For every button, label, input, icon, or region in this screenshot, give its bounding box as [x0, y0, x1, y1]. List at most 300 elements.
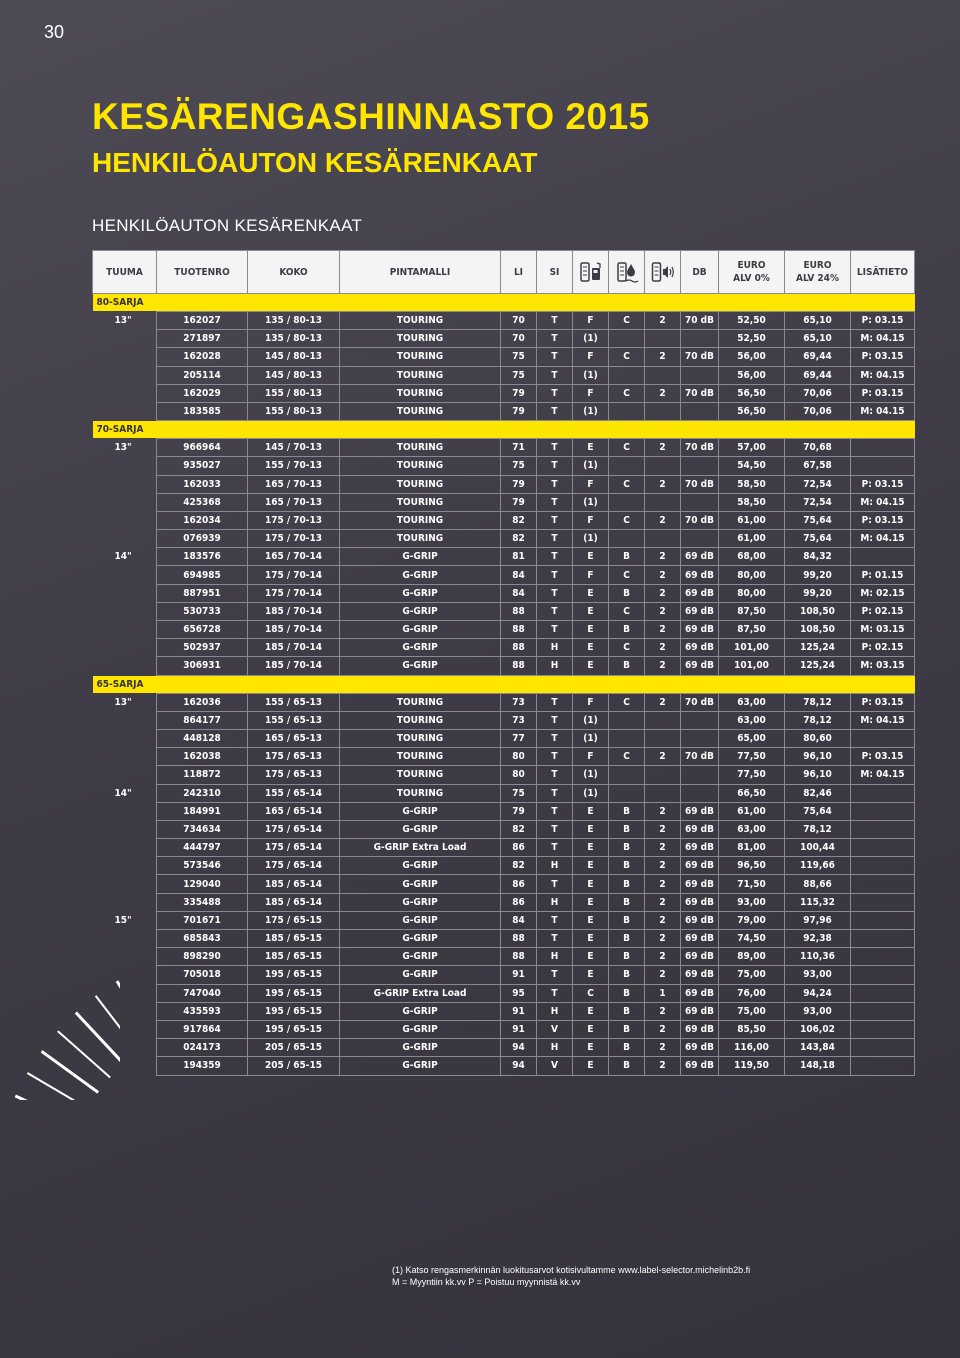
cell-fuel: E	[573, 548, 609, 566]
table-row	[93, 766, 915, 784]
cell-lisatieto	[851, 966, 915, 984]
cell-tuotenro: 162029	[157, 384, 248, 402]
cell-lisatieto	[851, 893, 915, 911]
table-row	[93, 639, 915, 657]
footnote-line-1: (1) Katso rengasmerkinnän luokitusarvot kotisivultamme www.label-selector.michelinb2b.fi	[392, 1265, 751, 1275]
cell-noise	[645, 457, 681, 475]
cell-db: 69 dB	[681, 657, 719, 675]
cell-fuel: E	[573, 930, 609, 948]
cell-fuel: (1)	[573, 729, 609, 747]
cell-li: 81	[501, 548, 537, 566]
cell-noise: 2	[645, 312, 681, 330]
cell-noise	[645, 711, 681, 729]
cell-tuotenro: 129040	[157, 875, 248, 893]
cell-li: 79	[501, 402, 537, 420]
cell-lisatieto	[851, 820, 915, 838]
cell-lisatieto	[851, 948, 915, 966]
cell-koko: 195 / 65-15	[248, 984, 340, 1002]
series-header-row	[93, 675, 915, 693]
cell-wet	[609, 366, 645, 384]
header-label: LI	[513, 266, 524, 278]
cell-koko: 155 / 65-13	[248, 711, 340, 729]
table-row	[93, 911, 915, 929]
rim-size-cell	[93, 1057, 157, 1075]
cell-fuel: E	[573, 857, 609, 875]
cell-db: 70 dB	[681, 384, 719, 402]
cell-lisatieto	[851, 439, 915, 457]
cell-euro24: 75,64	[785, 511, 851, 529]
cell-koko: 175 / 65-14	[248, 820, 340, 838]
cell-noise: 1	[645, 984, 681, 1002]
cell-koko: 165 / 65-13	[248, 729, 340, 747]
table-row	[93, 930, 915, 948]
cell-si: T	[537, 693, 573, 711]
cell-koko: 135 / 80-13	[248, 312, 340, 330]
cell-euro0: 87,50	[719, 621, 785, 639]
cell-koko: 175 / 65-14	[248, 857, 340, 875]
cell-wet: C	[609, 384, 645, 402]
cell-lisatieto	[851, 729, 915, 747]
cell-wet	[609, 330, 645, 348]
cell-wet: B	[609, 657, 645, 675]
cell-li: 82	[501, 820, 537, 838]
rim-size-cell	[93, 457, 157, 475]
cell-si: T	[537, 366, 573, 384]
cell-euro24: 94,24	[785, 984, 851, 1002]
cell-euro0: 101,00	[719, 657, 785, 675]
cell-db: 70 dB	[681, 312, 719, 330]
cell-pintamalli: G-GRIP	[340, 1002, 501, 1020]
cell-li: 84	[501, 911, 537, 929]
cell-li: 88	[501, 602, 537, 620]
cell-noise: 2	[645, 1039, 681, 1057]
cell-si: T	[537, 530, 573, 548]
cell-wet	[609, 729, 645, 747]
cell-li: 84	[501, 566, 537, 584]
cell-koko: 195 / 65-15	[248, 966, 340, 984]
header-label: SI	[549, 266, 560, 278]
cell-wet	[609, 530, 645, 548]
table-row	[93, 748, 915, 766]
cell-lisatieto: M: 04.15	[851, 530, 915, 548]
cell-koko: 185 / 70-14	[248, 621, 340, 639]
cell-db	[681, 366, 719, 384]
cell-koko: 165 / 70-14	[248, 548, 340, 566]
cell-si: T	[537, 766, 573, 784]
cell-wet: B	[609, 857, 645, 875]
table-row	[93, 548, 915, 566]
cell-noise: 2	[645, 602, 681, 620]
cell-fuel: E	[573, 875, 609, 893]
cell-si: T	[537, 729, 573, 747]
table-row	[93, 312, 915, 330]
cell-si: T	[537, 511, 573, 529]
cell-lisatieto: M: 03.15	[851, 657, 915, 675]
rim-size-cell	[93, 820, 157, 838]
cell-lisatieto	[851, 802, 915, 820]
cell-si: T	[537, 839, 573, 857]
header-label: LISÄTIETO	[856, 266, 909, 278]
cell-wet: C	[609, 439, 645, 457]
cell-fuel: (1)	[573, 766, 609, 784]
cell-euro24: 125,24	[785, 657, 851, 675]
cell-euro24: 99,20	[785, 584, 851, 602]
cell-fuel: (1)	[573, 784, 609, 802]
cell-pintamalli: TOURING	[340, 711, 501, 729]
cell-lisatieto: M: 04.15	[851, 330, 915, 348]
cell-tuotenro: 448128	[157, 729, 248, 747]
cell-si: T	[537, 984, 573, 1002]
cell-fuel: F	[573, 312, 609, 330]
cell-noise	[645, 330, 681, 348]
header-euro24	[785, 251, 851, 294]
cell-euro0: 77,50	[719, 748, 785, 766]
cell-lisatieto	[851, 930, 915, 948]
cell-si: T	[537, 911, 573, 929]
header-label: TUUMA	[106, 266, 143, 278]
cell-pintamalli: G-GRIP	[340, 875, 501, 893]
cell-li: 75	[501, 784, 537, 802]
cell-noise	[645, 729, 681, 747]
cell-euro24: 70,06	[785, 402, 851, 420]
cell-fuel: E	[573, 911, 609, 929]
cell-fuel: F	[573, 748, 609, 766]
cell-tuotenro: 118872	[157, 766, 248, 784]
cell-si: T	[537, 312, 573, 330]
cell-li: 80	[501, 766, 537, 784]
cell-tuotenro: 966964	[157, 439, 248, 457]
cell-lisatieto: P: 03.15	[851, 475, 915, 493]
cell-euro0: 61,00	[719, 530, 785, 548]
cell-noise	[645, 402, 681, 420]
cell-tuotenro: 573546	[157, 857, 248, 875]
wet-grip-icon	[615, 260, 639, 284]
cell-euro24: 82,46	[785, 784, 851, 802]
cell-db: 69 dB	[681, 911, 719, 929]
cell-li: 75	[501, 457, 537, 475]
cell-wet: B	[609, 984, 645, 1002]
cell-noise	[645, 366, 681, 384]
table-title: HENKILÖAUTON KESÄRENKAAT	[92, 216, 363, 235]
cell-si: T	[537, 384, 573, 402]
cell-fuel: E	[573, 584, 609, 602]
cell-pintamalli: TOURING	[340, 530, 501, 548]
cell-li: 73	[501, 711, 537, 729]
cell-si: T	[537, 548, 573, 566]
cell-euro24: 108,50	[785, 602, 851, 620]
cell-wet: B	[609, 930, 645, 948]
table-row	[93, 384, 915, 402]
cell-si: H	[537, 948, 573, 966]
cell-db: 69 dB	[681, 893, 719, 911]
series-label: 70-SARJA	[93, 421, 915, 439]
cell-li: 82	[501, 511, 537, 529]
cell-tuotenro: 183576	[157, 548, 248, 566]
cell-li: 79	[501, 802, 537, 820]
cell-noise: 2	[645, 966, 681, 984]
cell-fuel: E	[573, 1020, 609, 1038]
cell-si: V	[537, 1057, 573, 1075]
cell-koko: 185 / 65-15	[248, 930, 340, 948]
cell-tuotenro: 864177	[157, 711, 248, 729]
table-body	[93, 294, 915, 1076]
cell-db: 69 dB	[681, 930, 719, 948]
cell-koko: 145 / 70-13	[248, 439, 340, 457]
cell-fuel: (1)	[573, 711, 609, 729]
cell-noise	[645, 784, 681, 802]
cell-euro0: 56,00	[719, 366, 785, 384]
cell-tuotenro: 734634	[157, 820, 248, 838]
cell-pintamalli: G-GRIP	[340, 893, 501, 911]
cell-euro0: 56,50	[719, 402, 785, 420]
rim-size-cell	[93, 930, 157, 948]
rolling-noise-icon	[651, 260, 675, 284]
cell-euro0: 85,50	[719, 1020, 785, 1038]
cell-tuotenro: 701671	[157, 911, 248, 929]
cell-fuel: E	[573, 802, 609, 820]
cell-noise: 2	[645, 548, 681, 566]
cell-li: 79	[501, 475, 537, 493]
cell-euro0: 76,00	[719, 984, 785, 1002]
cell-euro0: 63,00	[719, 693, 785, 711]
cell-pintamalli: G-GRIP	[340, 857, 501, 875]
cell-tuotenro: 917864	[157, 1020, 248, 1038]
rim-size-cell	[93, 966, 157, 984]
cell-koko: 185 / 65-15	[248, 948, 340, 966]
rim-size-cell	[93, 348, 157, 366]
cell-tuotenro: 898290	[157, 948, 248, 966]
cell-tuotenro: 935027	[157, 457, 248, 475]
cell-euro24: 99,20	[785, 566, 851, 584]
table-row	[93, 966, 915, 984]
cell-koko: 155 / 70-13	[248, 457, 340, 475]
cell-db	[681, 330, 719, 348]
fuel-efficiency-icon	[579, 260, 603, 284]
cell-si: H	[537, 1002, 573, 1020]
cell-db: 69 dB	[681, 839, 719, 857]
cell-euro24: 78,12	[785, 711, 851, 729]
cell-koko: 135 / 80-13	[248, 330, 340, 348]
cell-koko: 155 / 65-14	[248, 784, 340, 802]
rim-size-cell	[93, 839, 157, 857]
cell-tuotenro: 694985	[157, 566, 248, 584]
cell-noise: 2	[645, 511, 681, 529]
cell-db	[681, 530, 719, 548]
cell-fuel: (1)	[573, 457, 609, 475]
cell-wet: B	[609, 584, 645, 602]
cell-li: 82	[501, 530, 537, 548]
cell-pintamalli: TOURING	[340, 366, 501, 384]
cell-noise	[645, 766, 681, 784]
cell-pintamalli: TOURING	[340, 693, 501, 711]
cell-li: 88	[501, 948, 537, 966]
cell-lisatieto: M: 04.15	[851, 402, 915, 420]
cell-si: T	[537, 748, 573, 766]
cell-noise: 2	[645, 911, 681, 929]
cell-db	[681, 457, 719, 475]
table-row	[93, 820, 915, 838]
cell-tuotenro: 306931	[157, 657, 248, 675]
cell-noise: 2	[645, 820, 681, 838]
cell-wet: B	[609, 1002, 645, 1020]
cell-lisatieto	[851, 548, 915, 566]
cell-koko: 145 / 80-13	[248, 366, 340, 384]
cell-euro0: 79,00	[719, 911, 785, 929]
page-subtitle: HENKILÖAUTON KESÄRENKAAT	[92, 147, 538, 178]
cell-li: 75	[501, 348, 537, 366]
cell-noise: 2	[645, 584, 681, 602]
table-row	[93, 711, 915, 729]
cell-si: H	[537, 857, 573, 875]
cell-pintamalli: TOURING	[340, 348, 501, 366]
cell-tuotenro: 747040	[157, 984, 248, 1002]
header-label: DB	[692, 266, 707, 278]
cell-wet: B	[609, 893, 645, 911]
cell-wet: C	[609, 639, 645, 657]
cell-euro24: 110,36	[785, 948, 851, 966]
cell-euro24: 69,44	[785, 366, 851, 384]
cell-si: T	[537, 820, 573, 838]
cell-db: 69 dB	[681, 1039, 719, 1057]
cell-euro24: 80,60	[785, 729, 851, 747]
cell-euro24: 67,58	[785, 457, 851, 475]
cell-lisatieto: M: 03.15	[851, 621, 915, 639]
table-row	[93, 875, 915, 893]
cell-pintamalli: TOURING	[340, 493, 501, 511]
cell-wet	[609, 784, 645, 802]
cell-euro24: 78,12	[785, 693, 851, 711]
cell-wet: B	[609, 875, 645, 893]
cell-euro0: 61,00	[719, 802, 785, 820]
cell-wet: C	[609, 511, 645, 529]
cell-lisatieto: P: 03.15	[851, 511, 915, 529]
cell-lisatieto	[851, 857, 915, 875]
cell-euro0: 66,50	[719, 784, 785, 802]
cell-koko: 185 / 65-14	[248, 893, 340, 911]
cell-euro0: 119,50	[719, 1057, 785, 1075]
cell-euro24: 93,00	[785, 966, 851, 984]
rim-size-cell	[93, 984, 157, 1002]
table-row	[93, 984, 915, 1002]
header-euro0	[719, 251, 785, 294]
price-table	[92, 250, 915, 1076]
cell-wet: C	[609, 475, 645, 493]
cell-fuel: E	[573, 839, 609, 857]
cell-tuotenro: 435593	[157, 1002, 248, 1020]
cell-lisatieto: M: 02.15	[851, 584, 915, 602]
cell-wet: B	[609, 621, 645, 639]
table-row	[93, 1020, 915, 1038]
cell-pintamalli: TOURING	[340, 312, 501, 330]
table-row	[93, 784, 915, 802]
cell-db: 69 dB	[681, 875, 719, 893]
cell-lisatieto	[851, 1057, 915, 1075]
cell-li: 84	[501, 584, 537, 602]
cell-li: 73	[501, 693, 537, 711]
cell-wet: B	[609, 1057, 645, 1075]
cell-fuel: (1)	[573, 402, 609, 420]
cell-wet: B	[609, 1020, 645, 1038]
header-db	[681, 251, 719, 294]
cell-pintamalli: G-GRIP	[340, 966, 501, 984]
cell-pintamalli: G-GRIP	[340, 802, 501, 820]
cell-noise: 2	[645, 348, 681, 366]
cell-pintamalli: G-GRIP	[340, 548, 501, 566]
cell-euro0: 52,50	[719, 312, 785, 330]
cell-li: 70	[501, 330, 537, 348]
cell-euro0: 65,00	[719, 729, 785, 747]
rim-size-cell	[93, 493, 157, 511]
rim-size-cell	[93, 857, 157, 875]
footnote	[392, 1264, 750, 1288]
table-row	[93, 402, 915, 420]
cell-li: 86	[501, 839, 537, 857]
cell-wet: B	[609, 948, 645, 966]
series-header-row	[93, 421, 915, 439]
rim-size-cell: 13"	[114, 696, 132, 708]
cell-euro24: 65,10	[785, 312, 851, 330]
cell-wet: B	[609, 548, 645, 566]
table-row	[93, 602, 915, 620]
cell-li: 91	[501, 1002, 537, 1020]
table-row	[93, 493, 915, 511]
header-li	[501, 251, 537, 294]
cell-fuel: F	[573, 348, 609, 366]
header-label: EURO ALV 0%	[733, 260, 770, 284]
cell-euro24: 96,10	[785, 748, 851, 766]
cell-euro0: 75,00	[719, 966, 785, 984]
cell-koko: 175 / 70-14	[248, 584, 340, 602]
cell-wet: B	[609, 802, 645, 820]
cell-euro24: 75,64	[785, 802, 851, 820]
cell-si: T	[537, 602, 573, 620]
cell-lisatieto: M: 04.15	[851, 493, 915, 511]
cell-li: 88	[501, 621, 537, 639]
rim-size-cell	[93, 330, 157, 348]
cell-wet: B	[609, 839, 645, 857]
cell-si: T	[537, 621, 573, 639]
cell-tuotenro: 024173	[157, 1039, 248, 1057]
rim-size-cell	[93, 584, 157, 602]
cell-lisatieto	[851, 1002, 915, 1020]
rim-size-cell: 13"	[114, 442, 132, 454]
cell-euro24: 125,24	[785, 639, 851, 657]
cell-db: 69 dB	[681, 802, 719, 820]
header-label: TUOTENRO	[174, 266, 230, 278]
cell-fuel: (1)	[573, 330, 609, 348]
cell-lisatieto	[851, 839, 915, 857]
header-label: KOKO	[279, 266, 308, 278]
cell-lisatieto: P: 03.15	[851, 384, 915, 402]
series-label: 80-SARJA	[93, 294, 915, 312]
rim-size-cell	[93, 621, 157, 639]
table-row	[93, 511, 915, 529]
cell-li: 86	[501, 893, 537, 911]
cell-fuel: E	[573, 948, 609, 966]
cell-pintamalli: TOURING	[340, 384, 501, 402]
cell-wet: B	[609, 911, 645, 929]
cell-koko: 195 / 65-15	[248, 1002, 340, 1020]
cell-tuotenro: 162034	[157, 511, 248, 529]
cell-euro0: 71,50	[719, 875, 785, 893]
cell-db: 69 dB	[681, 1020, 719, 1038]
cell-pintamalli: G-GRIP	[340, 1020, 501, 1038]
cell-li: 91	[501, 966, 537, 984]
cell-pintamalli: G-GRIP	[340, 621, 501, 639]
cell-koko: 175 / 70-14	[248, 566, 340, 584]
cell-koko: 165 / 65-14	[248, 802, 340, 820]
cell-si: T	[537, 966, 573, 984]
